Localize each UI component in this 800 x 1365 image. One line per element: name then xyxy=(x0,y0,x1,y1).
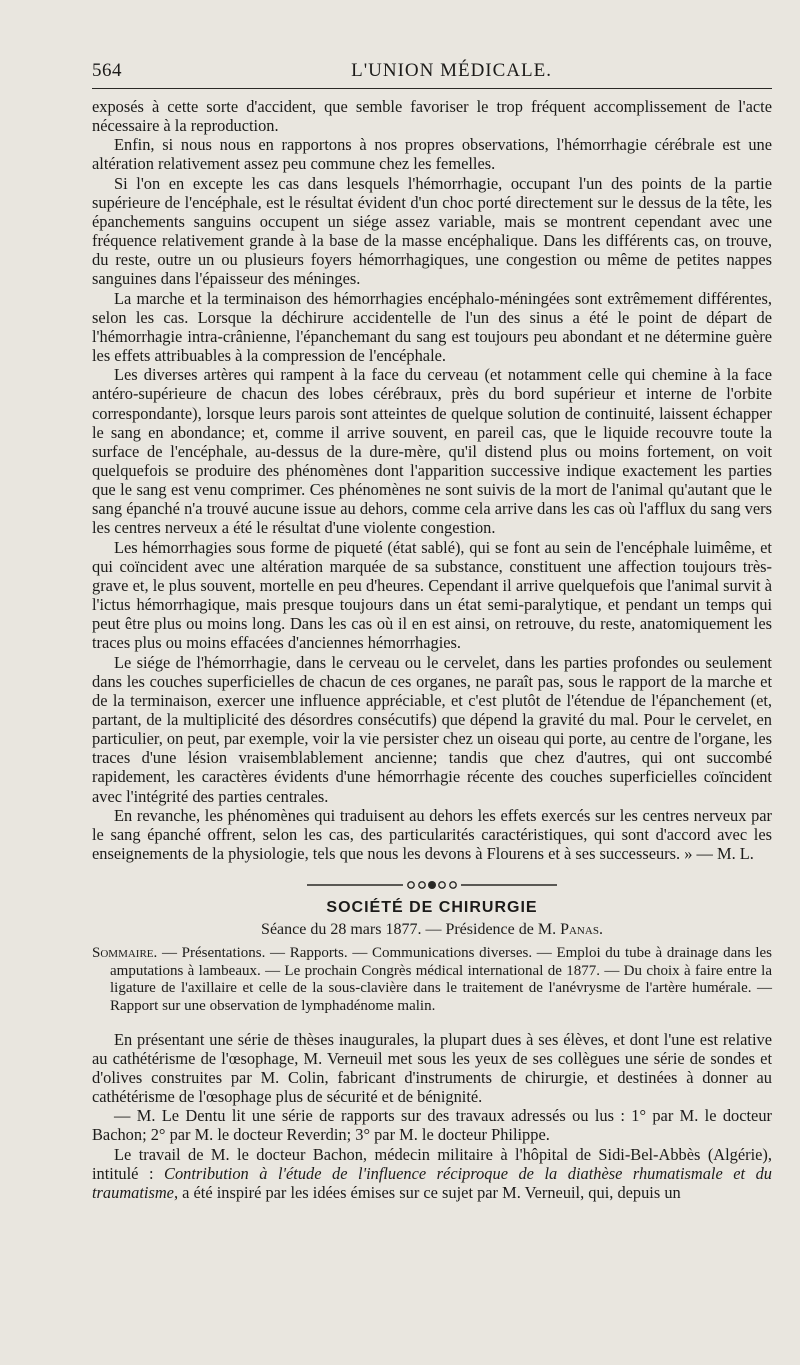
paragraph: En revanche, les phénomènes qui traduisent au dehors les effets exercés sur les centres nerveux par le sang épanché offrent, selon les cas, des particularités caractéristiques, qui sont d'accord avec les enseignements de la physiologie, tels que nous les devons à Flourens et à ses successeurs. » — M. L. xyxy=(92,805,772,864)
sommaire xyxy=(92,945,772,1015)
president-name: Panas xyxy=(560,921,599,939)
paragraph: Les diverses artères qui rampent à la face du cerveau (et notamment celle qui chemine à la face antéro-supérieure de chacun des lobes cérébraux, près du bord supérieur et interne de l'orbite correspondante), lorsque leurs parois sont atteintes de quelque solution de continuité, laissent échapper le sang en abondance; et, comme il arrive souvent, en pareil cas, que le liquide recouvre toute la surface de l'encéphale, au-dessus de la dure-mère, qu'il distend plus ou moins fortement, on voit quelquefois se produire des phénomènes dont l'apparition successive indique exactement les parties que le sang est venu comprimer. Ces phénomènes ne sont suivis de la mort de l'animal qu'autant que le sang épanché n'a trouvé aucune issue au dehors, comme cela arrive dans les cas où l'afflux du sang vers les centres nerveux a été le résultat d'une violente congestion. xyxy=(92,365,772,538)
article-body xyxy=(92,97,772,1202)
paragraph-text: Le travail de M. le docteur Bachon, médecin militaire à l'hôpital de Sidi-Bel-Abbès (Algérie), intitulé : xyxy=(92,1144,772,1183)
paragraph-text: , a été inspiré par les idées émises sur ce sujet par M. Verneuil, qui, depuis un xyxy=(173,1182,681,1202)
section-title: SOCIÉTÉ DE CHIRURGIE xyxy=(326,899,538,917)
paragraph: Le siége de l'hémorrhagie, dans le cerveau ou le cervelet, dans les parties profondes ou seulement dans les couches superficielles de chacun de ces organes, ne paraît pas, sous le rapport de la marche et de la terminaison, exercer une influence appréciable, et c'est plutôt de l'étendue de l'épanchement (et, partant, de la multiplicité des désordres consécutifs) que dépend la gravité du mal. Pour le cervelet, en particulier, on peut, par exemple, voir la vie persister chez un oiseau qui porte, au centre de l'organe, les traces d'une lésion vraisemblablement ancienne; tandis que chez d'autres, qui ont succombé rapidement, les caractères évidents d'une hémorrhagie récente des couches superficielles coïncident avec l'intégrité des parties centrales. xyxy=(92,652,772,806)
sommaire-label: Sommaire. xyxy=(92,945,158,962)
paragraph: En présentant une série de thèses inaugurales, la plupart dues à ses élèves, et dont l'une est relative au cathétérisme de l'œsophage, M. Verneuil met sous les yeux de ses collègues une série de sondes et d'olives construites par M. Colin, fabricant d'instruments de chirurgie, et destinées à donner au cathétérisme de l'œsophage plus de sécurité et de bénignité. xyxy=(92,1029,772,1107)
paragraph: Les hémorrhagies sous forme de piqueté (état sablé), qui se font au sein de l'encéphale luimême, et qui coïncident avec une altération marquée de sa substance, constituent une affection toujours très-grave et, le plus souvent, mortelle en peu d'heures. Cependant il arrive quelquefois que l'animal survit à l'ictus hémorrhagique, mais presque toujours dans un état semi-paralytique, et pendant un temps qui peut être plus ou moins long. Dans les cas où il en est ainsi, on retrouve, du reste, anatomiquement les traces plus ou moins effacées d'anciennes hémorrhagies. xyxy=(92,537,772,653)
paragraph: exposés à cette sorte d'accident, que semble favoriser le trop fréquent accomplissement de l'acte nécessaire à la reproduction. xyxy=(92,97,772,136)
paragraph: La marche et la terminaison des hémorrhagies encéphalo-méningées sont extrêmement différentes, selon les cas. Lorsque la déchirure accidentelle de l'un des sinus a été le point de départ de l'hémorrhagie intra-crânienne, l'épanchemant du sang est toujours peu abondant et ne détermine guère les effets attribuables à la compression de l'encéphale. xyxy=(92,288,772,366)
paragraph: — M. Le Dentu lit une série de rapports sur des travaux adressés ou lus : 1° par M. le docteur Bachon; 2° par M. le docteur Reverdin; 3° par M. le docteur Philippe. xyxy=(92,1106,772,1145)
section-divider-ornament xyxy=(307,879,557,891)
paragraph: Si l'on en excepte les cas dans lesquels l'hémorrhagie, occupant l'un des points de la partie supérieure de l'encéphale, est le résultat évident d'un choc porté directement sur le dessus de la tête, les épanchements sanguins occupent un siége assez variable, mais se montrent cependant avec une fréquence relativement grande à la base de la masse encéphalique. Dans les différents cas, on trouve, du reste, outre un ou plusieurs foyers hémorrhagiques, une congestion ou même de petites nappes sanguines dans l'épaisseur des méninges. xyxy=(92,173,772,289)
seance-end: . xyxy=(598,921,603,939)
paragraph xyxy=(92,1145,772,1202)
seance-line xyxy=(92,921,772,939)
running-head xyxy=(92,60,772,89)
page-number: 564 xyxy=(92,60,122,81)
sommaire-text: — Présentations. — Rapports. — Communications diverses. — Emploi du tube à drainage dans les amputations à lambeaux. — Le prochain Congrès médical international de 1877. — Du choix à faire entre la ligature de l'axillaire et celle de la sous-clavière dans le traitement de l'anévrysme de l'artère humérale. — Rapport sur une observation de lymphadénome malin. xyxy=(110,945,772,1015)
seance-date: Séance du 28 mars 1877. — Présidence de M. xyxy=(261,921,561,939)
work-title: Contribution à l'étude de l'influence réciproque de la diathèse rhumatismale et du traumatisme xyxy=(92,1163,772,1202)
journal-title: L'UNION MÉDICALE. xyxy=(351,60,552,81)
paragraph: Enfin, si nous nous en rapportons à nos propres observations, l'hémorrhagie cérébrale est une altération relativement assez peu commune chez les femelles. xyxy=(92,135,772,174)
